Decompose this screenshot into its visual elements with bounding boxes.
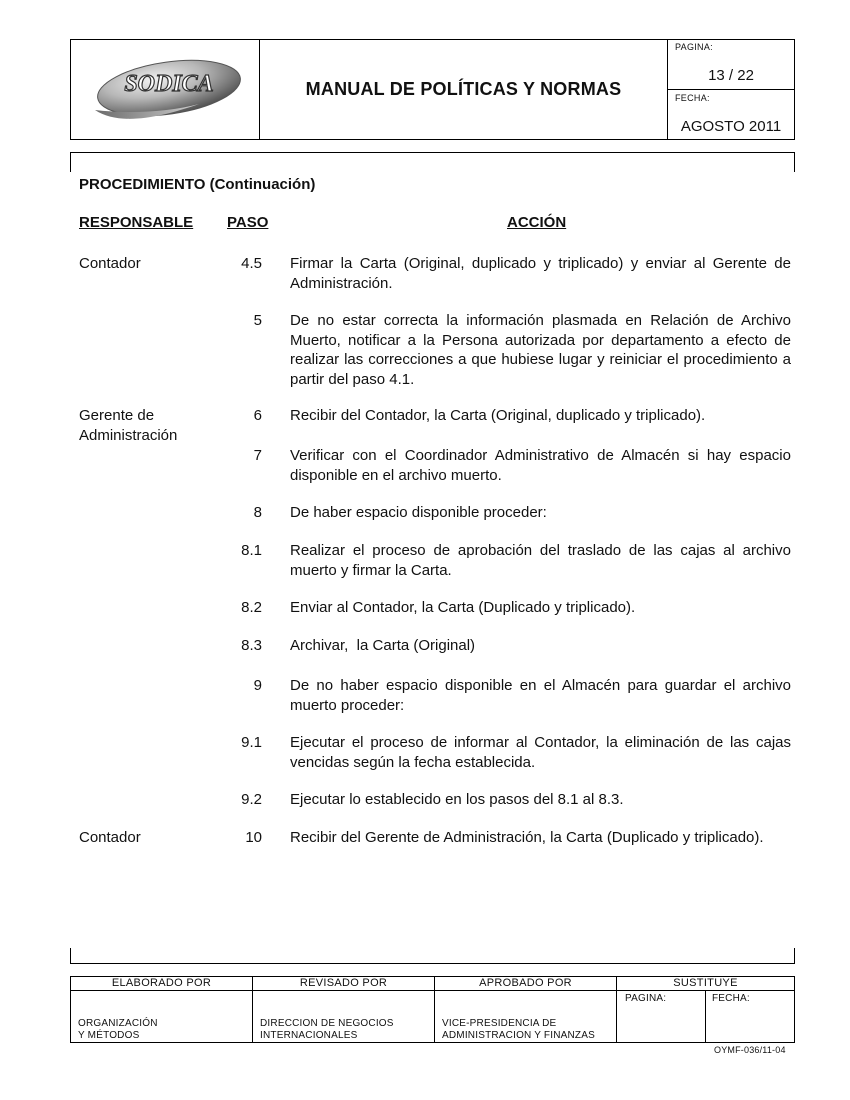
elaborado-header: ELABORADO POR xyxy=(71,977,252,991)
revisado-line2: INTERNACIONALES xyxy=(260,1030,358,1041)
row-action: Firmar la Carta (Original, duplicado y triplicado) y enviar al Gerente de Administración. xyxy=(290,255,791,292)
row-step: 6 xyxy=(253,407,262,424)
row-step: 10 xyxy=(245,829,262,846)
revisado-column xyxy=(253,977,435,1042)
row-responsable: Contador xyxy=(79,829,141,846)
row-step: 8.3 xyxy=(241,637,262,654)
row-action: Recibir del Gerente de Administración, la Carta (Duplicado y triplicado). xyxy=(290,829,764,846)
row-step: 7 xyxy=(253,447,262,464)
logo-cell xyxy=(71,40,260,139)
row-responsable: Gerente de Administración xyxy=(79,407,178,444)
aprobado-header: APROBADO POR xyxy=(435,977,616,991)
sustituye-pagina: PAGINA: xyxy=(625,993,667,1004)
meta-cell xyxy=(668,40,794,139)
elaborado-column xyxy=(71,977,253,1042)
row-action: Archivar, la Carta (Original) xyxy=(290,637,476,654)
section-bottom-border xyxy=(70,948,795,964)
aprobado-column xyxy=(435,977,617,1042)
revisado-line1: DIRECCION DE NEGOCIOS xyxy=(260,1018,394,1029)
approval-table xyxy=(70,976,795,1043)
form-code: OYMF-036/11-04 xyxy=(714,1045,786,1055)
sustituye-column xyxy=(617,977,794,1042)
row-action: De no estar correcta la información plasmada en Relación de Archivo Muerto, notificar a la Persona autorizada por departamento a efecto de realizar las correcciones a que hubiese lugar y reiniciar el procedimiento a partir del paso 4.1. xyxy=(290,312,791,388)
section-top-border xyxy=(70,152,795,172)
row-step: 8.2 xyxy=(241,599,262,616)
column-paso: PASO xyxy=(227,214,269,231)
row-action: Realizar el proceso de aprobación del traslado de las cajas al archivo muerto y firmar la Carta. xyxy=(290,542,791,579)
section-title: PROCEDIMIENTO (Continuación) xyxy=(79,176,316,193)
row-action: Ejecutar el proceso de informar al Contador, la eliminación de las cajas vencidas según la fecha establecida. xyxy=(290,734,791,771)
sustituye-fecha: FECHA: xyxy=(712,993,750,1004)
elaborado-line2: Y MÉTODOS xyxy=(78,1030,140,1041)
row-action: De haber espacio disponible proceder: xyxy=(290,504,547,521)
svg-text:SODICA: SODICA xyxy=(124,71,214,97)
row-step: 8 xyxy=(253,504,262,521)
document-header xyxy=(70,39,795,140)
row-step: 5 xyxy=(253,312,262,329)
manual-title: MANUAL DE POLÍTICAS Y NORMAS xyxy=(305,79,622,99)
row-step: 9 xyxy=(253,677,262,694)
row-step: 4.5 xyxy=(241,255,262,272)
title-cell xyxy=(260,40,668,139)
row-action: De no haber espacio disponible en el Almacén para guardar el archivo muerto proceder: xyxy=(290,677,791,714)
date-value: AGOSTO 2011 xyxy=(680,118,782,135)
revisado-header: REVISADO POR xyxy=(253,977,434,991)
row-responsable: Contador xyxy=(79,255,141,272)
row-action: Ejecutar lo establecido en los pasos del 8.1 al 8.3. xyxy=(290,791,624,808)
row-action: Verificar con el Coordinador Administrativo de Almacén si hay espacio disponible en el archivo muerto. xyxy=(290,447,791,484)
aprobado-line1: VICE-PRESIDENCIA DE xyxy=(442,1018,557,1029)
sustituye-header: SUSTITUYE xyxy=(617,977,794,991)
column-accion: ACCIÓN xyxy=(507,214,567,231)
page-number: 13 / 22 xyxy=(708,67,754,84)
row-action: Recibir del Contador, la Carta (Original, duplicado y triplicado). xyxy=(290,407,706,424)
page-label: PAGINA: xyxy=(675,42,713,52)
row-step: 9.2 xyxy=(241,791,262,808)
date-label: FECHA: xyxy=(675,93,710,103)
row-step: 8.1 xyxy=(241,542,262,559)
aprobado-line2: ADMINISTRACION Y FINANZAS xyxy=(442,1030,595,1041)
elaborado-line1: ORGANIZACIÓN xyxy=(78,1018,158,1029)
sodica-logo xyxy=(89,54,244,126)
column-responsable: RESPONSABLE xyxy=(79,214,194,231)
row-step: 9.1 xyxy=(241,734,262,751)
page-meta xyxy=(668,40,794,90)
sustituye-divider xyxy=(705,991,706,1042)
row-action: Enviar al Contador, la Carta (Duplicado y triplicado). xyxy=(290,599,636,616)
